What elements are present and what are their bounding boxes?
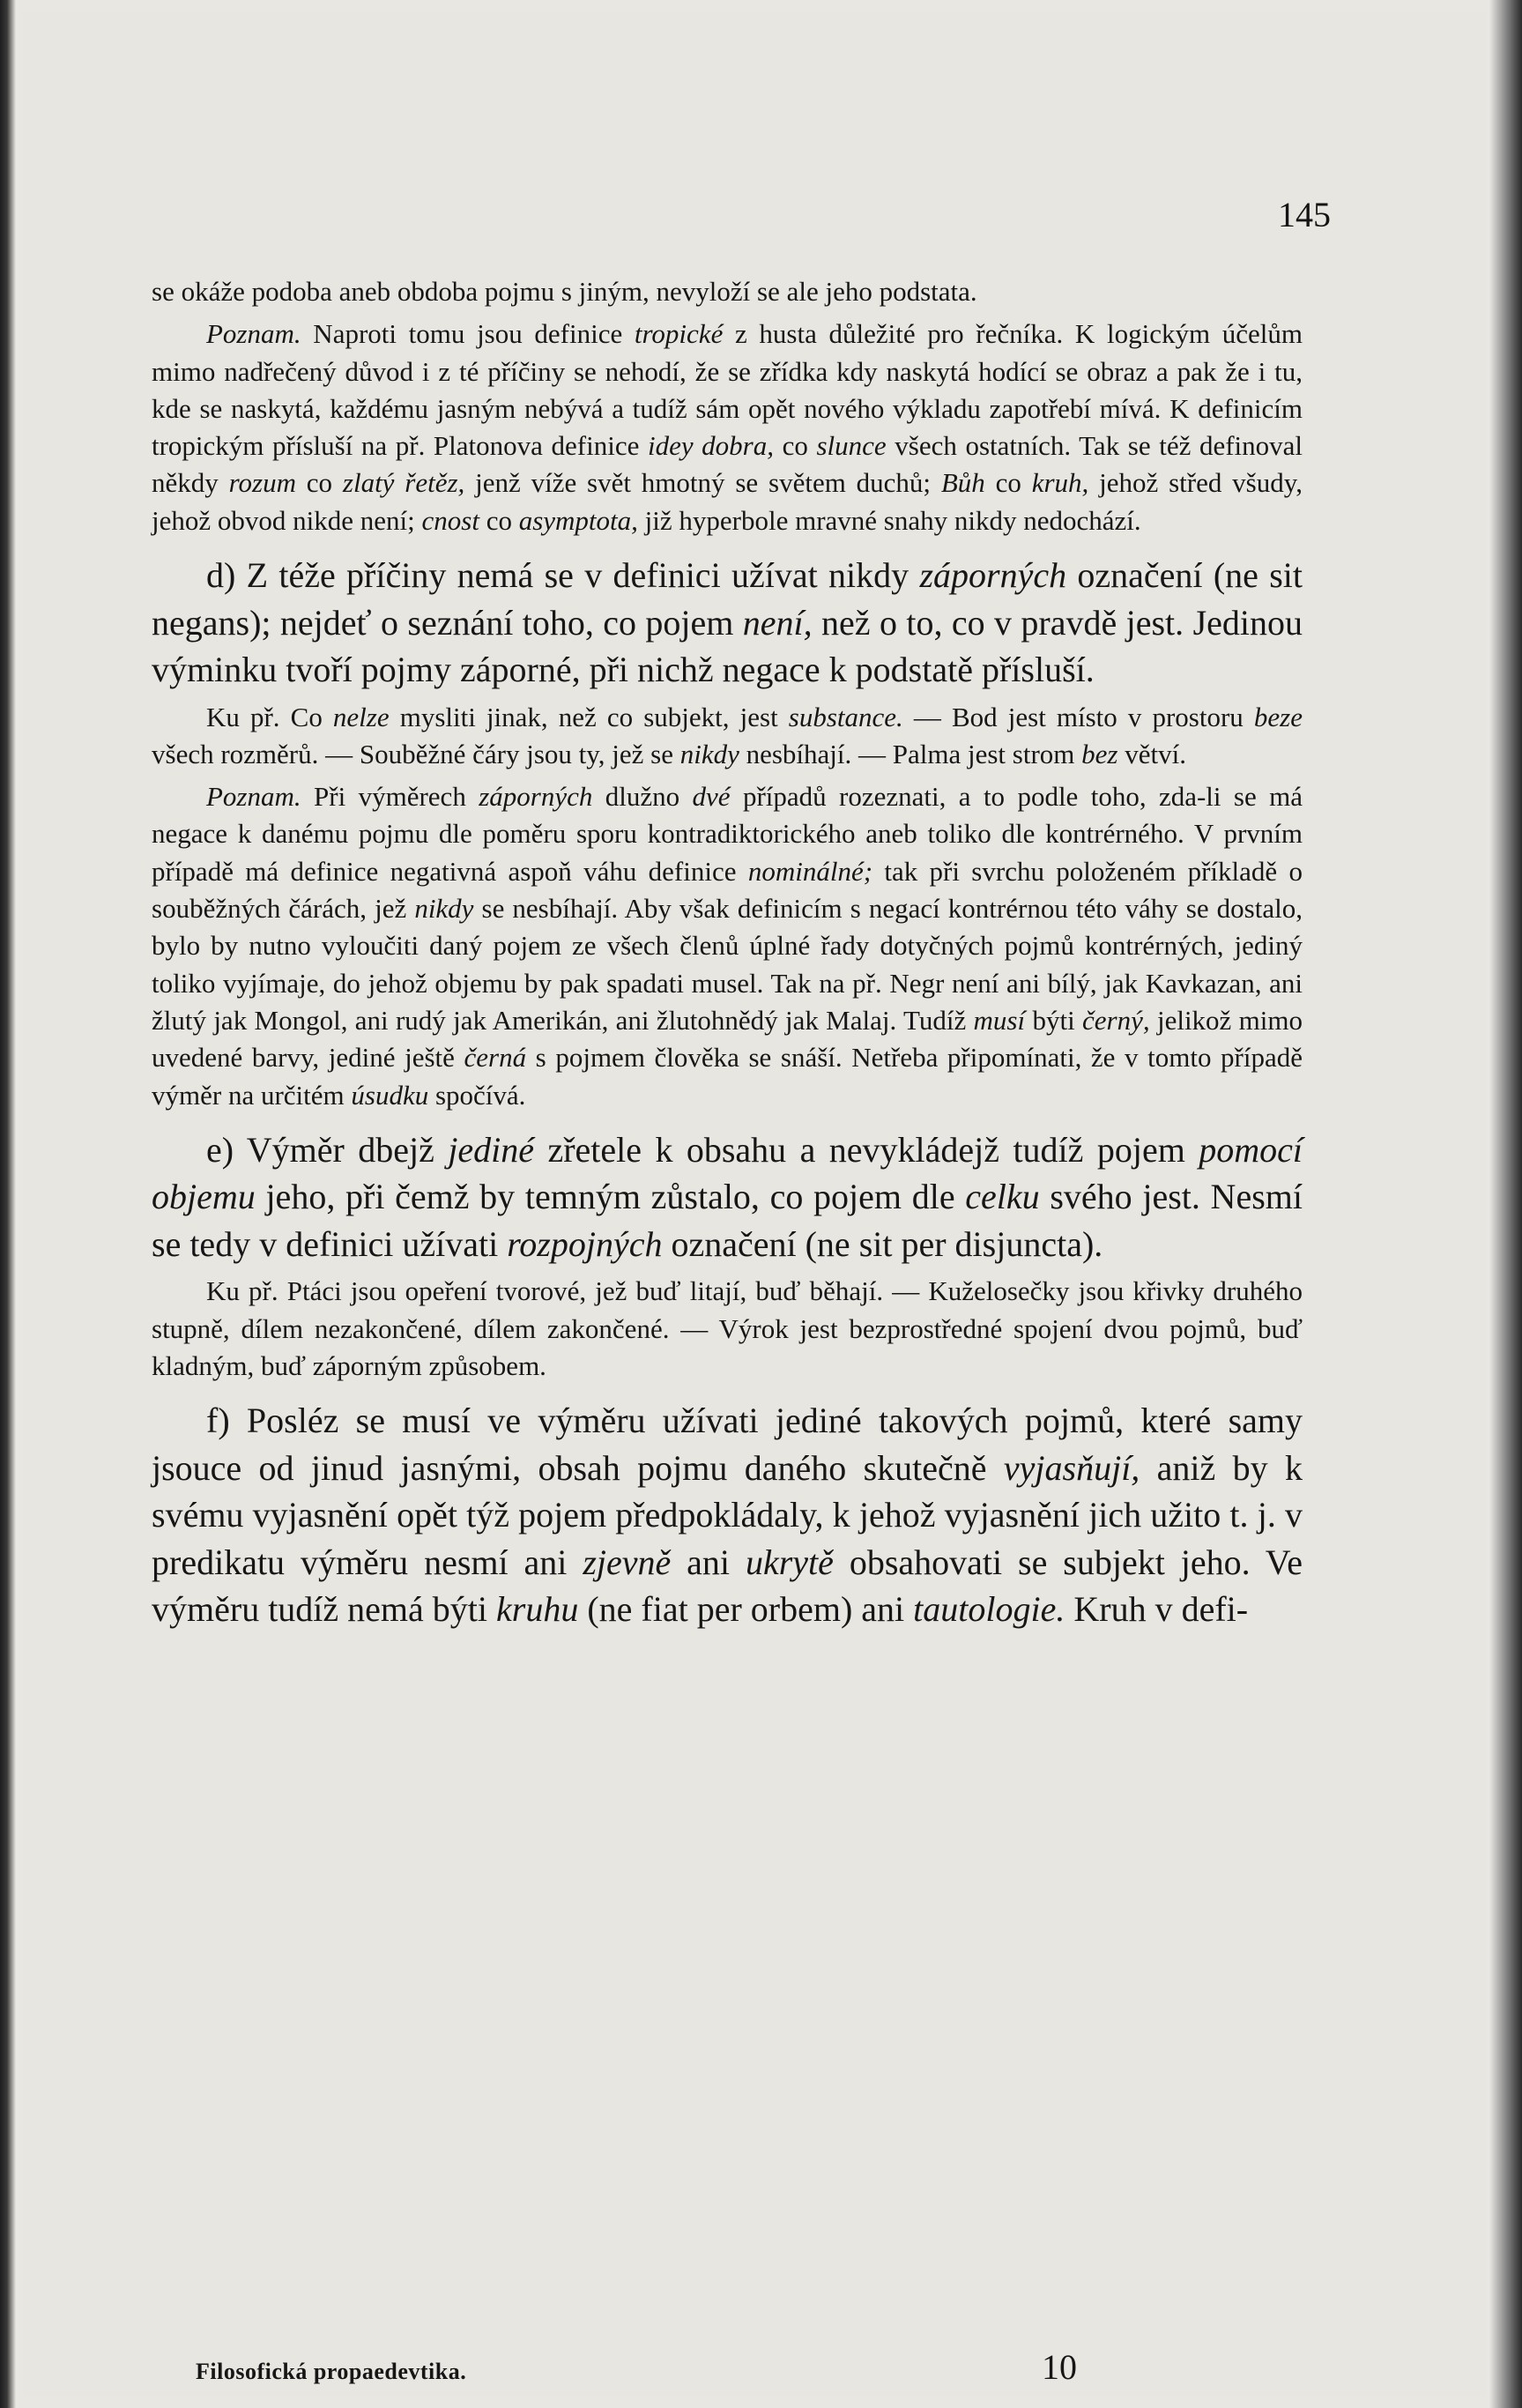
italic-run: nelze: [332, 701, 390, 732]
italic-run: záporných: [919, 555, 1067, 596]
text-run: všech rozměrů. — Souběžné čáry jsou ty, jež se: [152, 738, 680, 769]
text-run: z husta důležité pro řečníka. K logickým účelům mimo nadřečený důvod i z té příčiny se nehodí, že se zřídka kdy naskytá hodící se obraz a pak že i tu, kde se naskytá, každému jasným nebývá a tudíž sám opět nového výkladu zapotřebí mívá. K definicím tropickým přísluší na př. Platonova definice: [152, 318, 1303, 462]
text-run: spočívá.: [428, 1079, 526, 1111]
italic-run: pomocí objemu: [152, 1129, 1303, 1217]
text-run: co: [479, 504, 519, 536]
text-run: než o to, co v pravdě jest. Jedinou výminku tvoří pojmy záporné, při nichž negace k podstatě přísluší.: [152, 602, 1303, 690]
text-run: dlužno: [592, 781, 693, 813]
italic-run: ukrytě: [745, 1542, 834, 1582]
text-run: označení (ne sit negans); nejdeť o seznání toho, co pojem: [152, 555, 1303, 643]
paragraph-examples-d: [152, 699, 1303, 774]
italic-run: zjevně: [583, 1542, 672, 1582]
text-run: Při výměrech: [301, 781, 479, 813]
italic-run: cnost: [421, 504, 479, 536]
text-run: větví.: [1117, 738, 1186, 769]
text-run: se nesbíhají. Aby však definicím s negací kontrérnou této váhy se dostalo, bylo by nutno vyloučiti daný pojem ze všech členů úplné řady dotyčných pojmů kontrérných, jediný toliko vyjímaje, do jehož objemu by pak spadati musel. Tak na př. Negr není ani bílý, jak Kavkazan, ani žlutý jak Mongol, ani rudý jak Amerikán, ani žlutohnědý jak Malaj. Tudíž: [152, 893, 1303, 1036]
text-run: d) Z téže příčiny nemá se v definici užívat nikdy: [206, 555, 920, 596]
text-run: se okáže podoba aneb obdoba pojmu s jiným, nevyloží se ale jeho podstata.: [152, 276, 977, 307]
text-run: co: [295, 467, 343, 499]
text-run: co: [984, 467, 1032, 499]
text-run: Ku př. Co: [206, 701, 333, 732]
text-run: (ne fiat per orbem) ani: [578, 1589, 914, 1630]
italic-run: rozum: [228, 467, 296, 499]
paragraph-note-tropic-definitions: [152, 316, 1303, 539]
italic-run: idey dobra,: [647, 430, 774, 462]
text-run: Naproti tomu jsou definice: [301, 318, 635, 350]
text-run: f) Posléz se musí ve výměru užívati jediné takových pojmů, které samy jsouce od jinud jasnými, obsah pojmu daného skutečně: [152, 1401, 1303, 1488]
italic-run: beze: [1253, 701, 1303, 732]
italic-run: Poznam.: [206, 781, 301, 813]
text-run: jenž víže svět hmotný se světem duchů;: [464, 467, 941, 499]
text-run: Kruh v defi-: [1065, 1589, 1249, 1630]
italic-run: zlatý řetěz,: [342, 467, 465, 499]
italic-run: nikdy: [679, 738, 739, 769]
italic-run: substance.: [788, 701, 903, 732]
paragraph-rule-e: [152, 1126, 1303, 1268]
italic-run: úsudku: [351, 1079, 429, 1111]
italic-run: slunce: [816, 430, 887, 462]
text-run: jehož střed všudy, jehož obvod nikde není;: [152, 467, 1303, 536]
text-run: tak při svrchu položeném příkladě o souběžných čárách, jež: [152, 855, 1303, 925]
italic-run: Bůh: [940, 467, 985, 499]
text-run: označení (ne sit per disjuncta).: [662, 1223, 1103, 1264]
text-run: všech ostatních. Tak se též definoval někdy: [152, 430, 1303, 499]
paragraph-continuation: [152, 273, 1303, 310]
text-run: — Bod jest místo v prostoru: [902, 701, 1254, 732]
italic-run: musí: [973, 1004, 1026, 1036]
text-run: nesbíhají. — Palma jest strom: [739, 738, 1082, 769]
italic-run: vyjasňují,: [1003, 1447, 1140, 1488]
italic-run: celku: [965, 1177, 1040, 1217]
page-footer: [196, 2346, 1077, 2388]
italic-run: bez: [1081, 738, 1118, 769]
text-run: již hyperbole mravné snahy nikdy nedochází.: [637, 504, 1141, 536]
text-run: případů rozeznati, a to podle toho, zda-li se má negace k danému pojmu dle poměru sporu kontradiktorického aneb toliko dle kontrérného. V prvním případě má definice negativná aspoň váhu definice: [152, 781, 1303, 887]
text-run: s pojmem člověka se snáší. Netřeba připomínati, že v tomto případě výměr na určitém: [152, 1042, 1303, 1111]
book-page: [23, 12, 1486, 2396]
text-run: mysliti jinak, než co subjekt, jest: [389, 701, 789, 732]
text-run: svého jest. Nesmí se tedy v definici užívati: [152, 1177, 1303, 1264]
italic-run: nominálné;: [747, 855, 873, 887]
text-run: obsahovati se subjekt jeho. Ve výměru tudíž nemá býti: [152, 1542, 1303, 1630]
italic-run: asymptota,: [518, 504, 638, 536]
text-run: aniž by k svému vyjasnění opět týž pojem předpokládaly, k jehož vyjasnění jich užito t. j. v predikatu výměru nesmí ani: [152, 1447, 1303, 1582]
italic-run: černá: [464, 1042, 527, 1074]
paragraph-note-negative-definitions: [152, 778, 1303, 1114]
text-run: ani: [671, 1542, 746, 1582]
italic-run: kruhu: [496, 1589, 579, 1630]
text-run: jeho, při čemž by temným zůstalo, co pojem dle: [255, 1177, 966, 1217]
italic-run: jediné: [448, 1129, 535, 1170]
italic-run: nikdy: [414, 893, 474, 925]
italic-run: dvé: [692, 781, 731, 813]
italic-run: kruh,: [1031, 467, 1089, 499]
italic-run: záporných: [479, 781, 593, 813]
italic-run: rozpojných: [507, 1223, 663, 1264]
italic-run: tautologie.: [913, 1589, 1065, 1630]
page-number: 145: [1278, 195, 1331, 234]
text-run: zřetele k obsahu a nevykládejž tudíž pojem: [534, 1129, 1199, 1170]
text-run: e) Výměr dbejž: [206, 1129, 449, 1170]
italic-run: tropické: [634, 318, 724, 350]
italic-run: Poznam.: [206, 318, 301, 350]
footer-book-title: Filosofická propaedevtika.: [196, 2359, 467, 2384]
page-body: [152, 273, 1303, 1633]
text-run: býti: [1025, 1004, 1083, 1036]
italic-run: černý,: [1082, 1004, 1150, 1036]
text-run: co: [774, 430, 817, 462]
paragraph-rule-d: [152, 552, 1303, 694]
italic-run: není,: [742, 602, 813, 643]
text-run: Ku př. Ptáci jsou opeření tvorové, jež buď litají, buď běhají. — Kuželosečky jsou křivky druhého stupně, dílem nezakončené, dílem zakončené. — Výrok jest bezprostředné spojení dvou pojmů, buď kladným, buď záporným způsobem.: [152, 1275, 1303, 1381]
footer-signature-mark: 10: [1042, 2347, 1077, 2387]
paragraph-rule-f: [152, 1397, 1303, 1633]
paragraph-examples-e: [152, 1273, 1303, 1385]
text-run: jelikož mimo uvedené barvy, jediné ještě: [152, 1004, 1303, 1074]
